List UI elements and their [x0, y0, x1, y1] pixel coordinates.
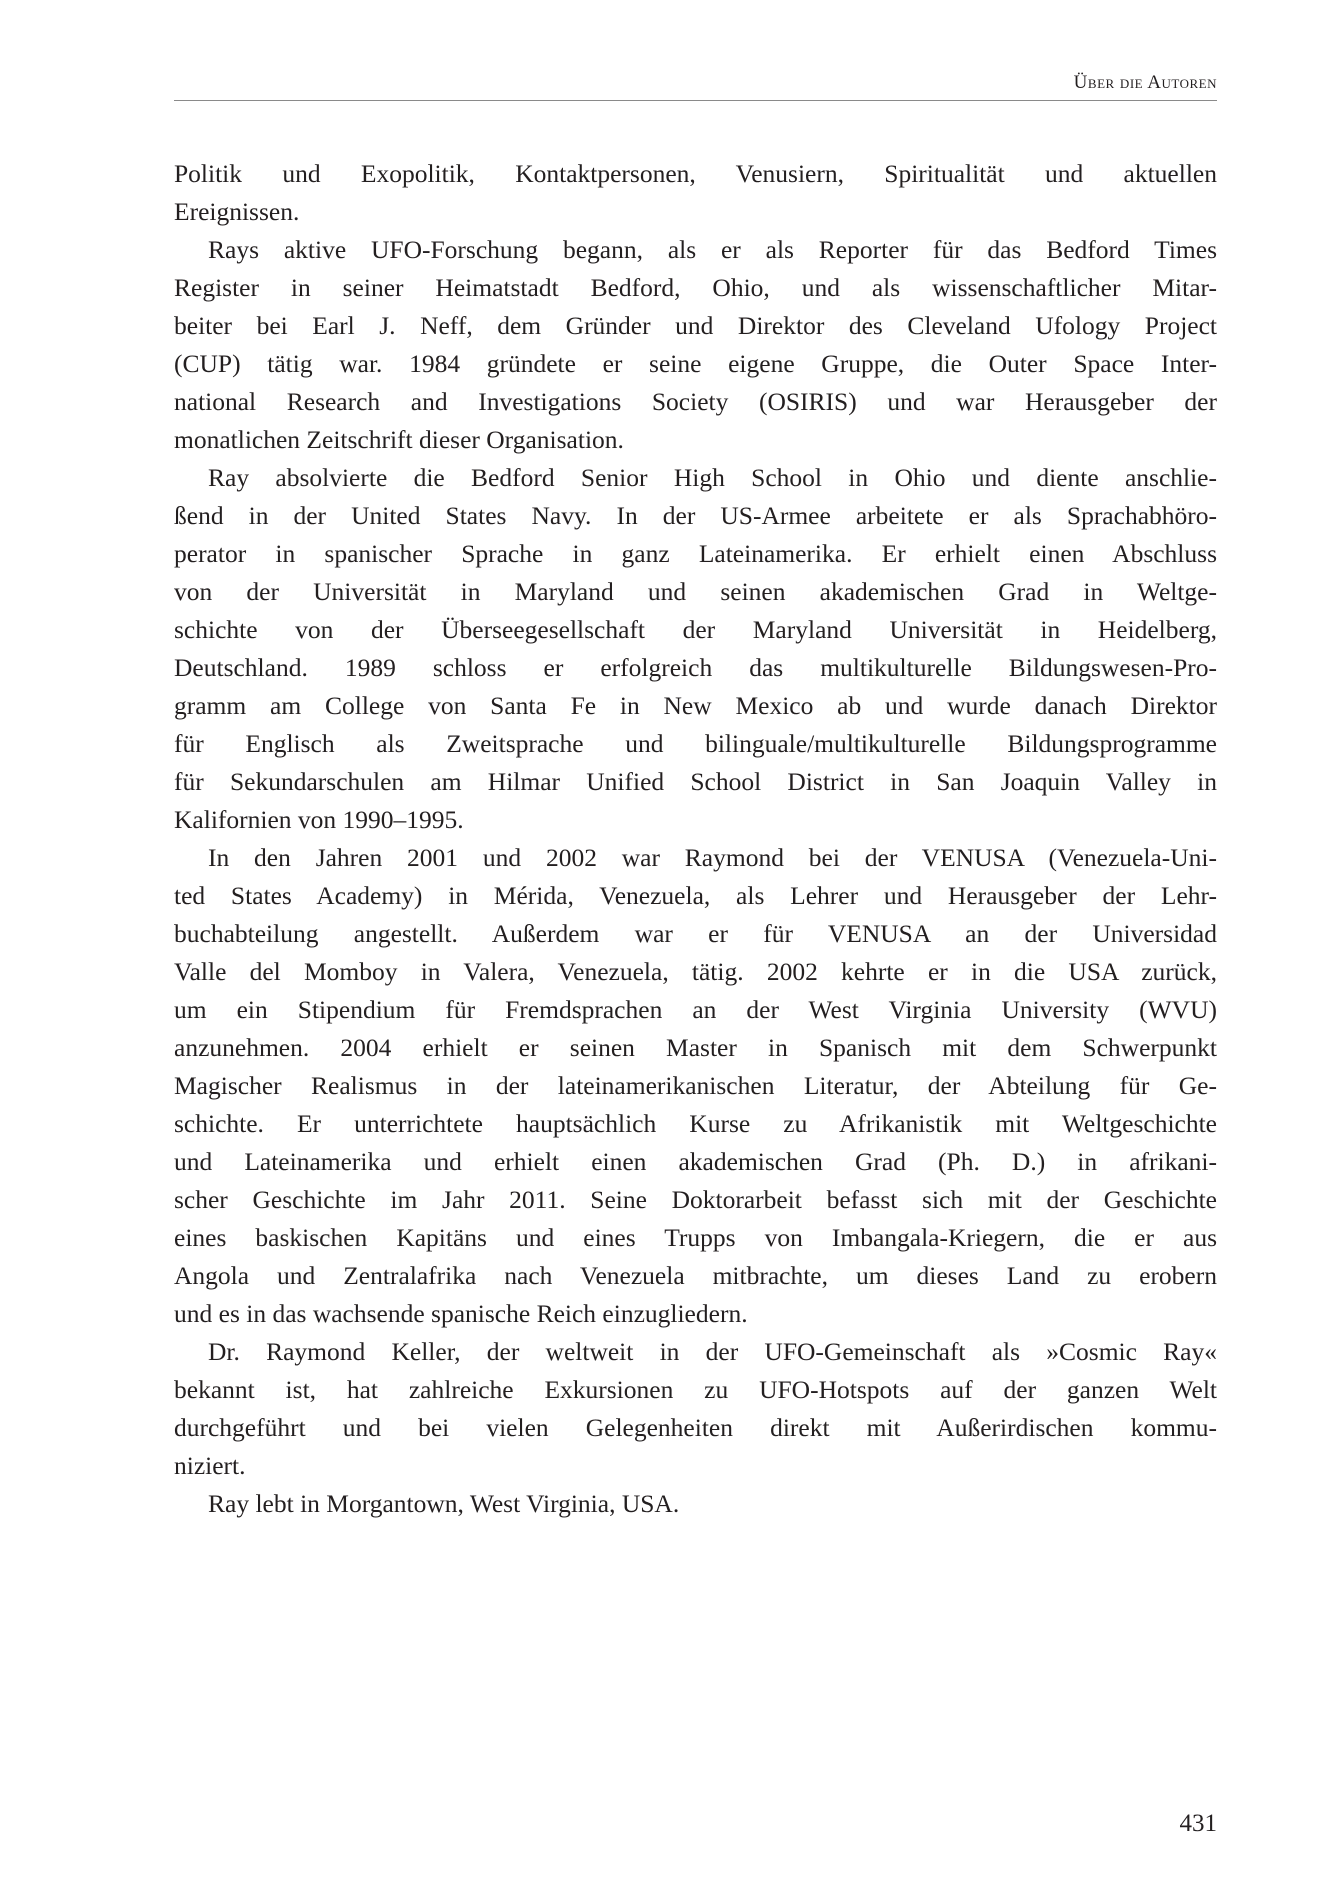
paragraph — [174, 1485, 1217, 1523]
paragraph — [174, 1333, 1217, 1485]
text-line: schichte. Er unterrichtete hauptsächlich Kurse zu Afrikanistik mit Weltgeschichte — [174, 1109, 1217, 1138]
text-line: gramm am College von Santa Fe in New Mexico ab und wurde danach Direktor — [174, 691, 1217, 720]
text-line: für Sekundarschulen am Hilmar Unified School District in San Joaquin Valley in — [174, 767, 1217, 796]
text-line: schichte von der Überseegesellschaft der Maryland Universität in Heidelberg, — [174, 615, 1217, 644]
text-line: und Lateinamerika und erhielt einen akademischen Grad (Ph. D.) in afrikani- — [174, 1147, 1217, 1176]
text-line: Magischer Realismus in der lateinamerikanischen Literatur, der Abteilung für Ge- — [174, 1071, 1217, 1100]
text-line: monatlichen Zeitschrift dieser Organisation. — [174, 425, 624, 454]
text-line: Kalifornien von 1990–1995. — [174, 805, 464, 834]
text-line: Angola und Zentralafrika nach Venezuela mitbrachte, um dieses Land zu erobern — [174, 1261, 1217, 1290]
text-line: durchgeführt und bei vielen Gelegenheiten direkt mit Außerirdischen kommu- — [174, 1413, 1217, 1442]
text-line: perator in spanischer Sprache in ganz Lateinamerika. Er erhielt einen Abschluss — [174, 539, 1217, 568]
text-line: Deutschland. 1989 schloss er erfolgreich das multikulturelle Bildungswesen-Pro- — [174, 653, 1217, 682]
text-line: Rays aktive UFO-Forschung begann, als er als Reporter für das Bedford Times — [208, 235, 1217, 264]
text-line: für Englisch als Zweitsprache und bilinguale/multikulturelle Bildungsprogramme — [174, 729, 1217, 758]
text-line: bekannt ist, hat zahlreiche Exkursionen zu UFO-Hotspots auf der ganzen Welt — [174, 1375, 1217, 1404]
text-line: Politik und Exopolitik, Kontaktpersonen, Venusiern, Spiritualität und aktuellen — [174, 159, 1217, 188]
text-line: niziert. — [174, 1451, 246, 1480]
paragraph — [174, 839, 1217, 1333]
text-line: und es in das wachsende spanische Reich einzugliedern. — [174, 1299, 748, 1328]
header-rule — [174, 100, 1217, 101]
text-line: In den Jahren 2001 und 2002 war Raymond bei der VENUSA (Venezuela-Uni- — [208, 843, 1217, 872]
paragraph — [174, 231, 1217, 459]
paragraph — [174, 155, 1217, 231]
text-line: ßend in der United States Navy. In der US-Armee arbeitete er als Sprachabhöro- — [174, 501, 1217, 530]
text-line: Ray lebt in Morgantown, West Virginia, USA. — [208, 1489, 680, 1518]
text-line: Ereignissen. — [174, 197, 300, 226]
text-line: Valle del Momboy in Valera, Venezuela, tätig. 2002 kehrte er in die USA zurück, — [174, 957, 1217, 986]
text-line: national Research and Investigations Society (OSIRIS) und war Herausgeber der — [174, 387, 1217, 416]
paragraph — [174, 459, 1217, 839]
text-line: Dr. Raymond Keller, der weltweit in der UFO-Gemeinschaft als »Cosmic Ray« — [208, 1337, 1217, 1366]
text-line: von der Universität in Maryland und seinen akademischen Grad in Weltge- — [174, 577, 1217, 606]
running-head: Über die Autoren — [1073, 72, 1217, 93]
text-line: (CUP) tätig war. 1984 gründete er seine eigene Gruppe, die Outer Space Inter- — [174, 349, 1217, 378]
text-line: ted States Academy) in Mérida, Venezuela, als Lehrer und Herausgeber der Lehr- — [174, 881, 1217, 910]
text-line: scher Geschichte im Jahr 2011. Seine Doktorarbeit befasst sich mit der Geschichte — [174, 1185, 1217, 1214]
text-line: Register in seiner Heimatstadt Bedford, Ohio, und als wissenschaftlicher Mitar- — [174, 273, 1217, 302]
text-line: beiter bei Earl J. Neff, dem Gründer und Direktor des Cleveland Ufology Project — [174, 311, 1217, 340]
text-line: anzunehmen. 2004 erhielt er seinen Master in Spanisch mit dem Schwerpunkt — [174, 1033, 1217, 1062]
body-text — [174, 155, 1217, 1523]
text-line: buchabteilung angestellt. Außerdem war er für VENUSA an der Universidad — [174, 919, 1217, 948]
text-line: um ein Stipendium für Fremdsprachen an der West Virginia University (WVU) — [174, 995, 1217, 1024]
text-line: Ray absolvierte die Bedford Senior High School in Ohio und diente anschlie- — [208, 463, 1217, 492]
text-line: eines baskischen Kapitäns und eines Trupps von Imbangala-Kriegern, die er aus — [174, 1223, 1217, 1252]
page-number: 431 — [1179, 1810, 1217, 1837]
